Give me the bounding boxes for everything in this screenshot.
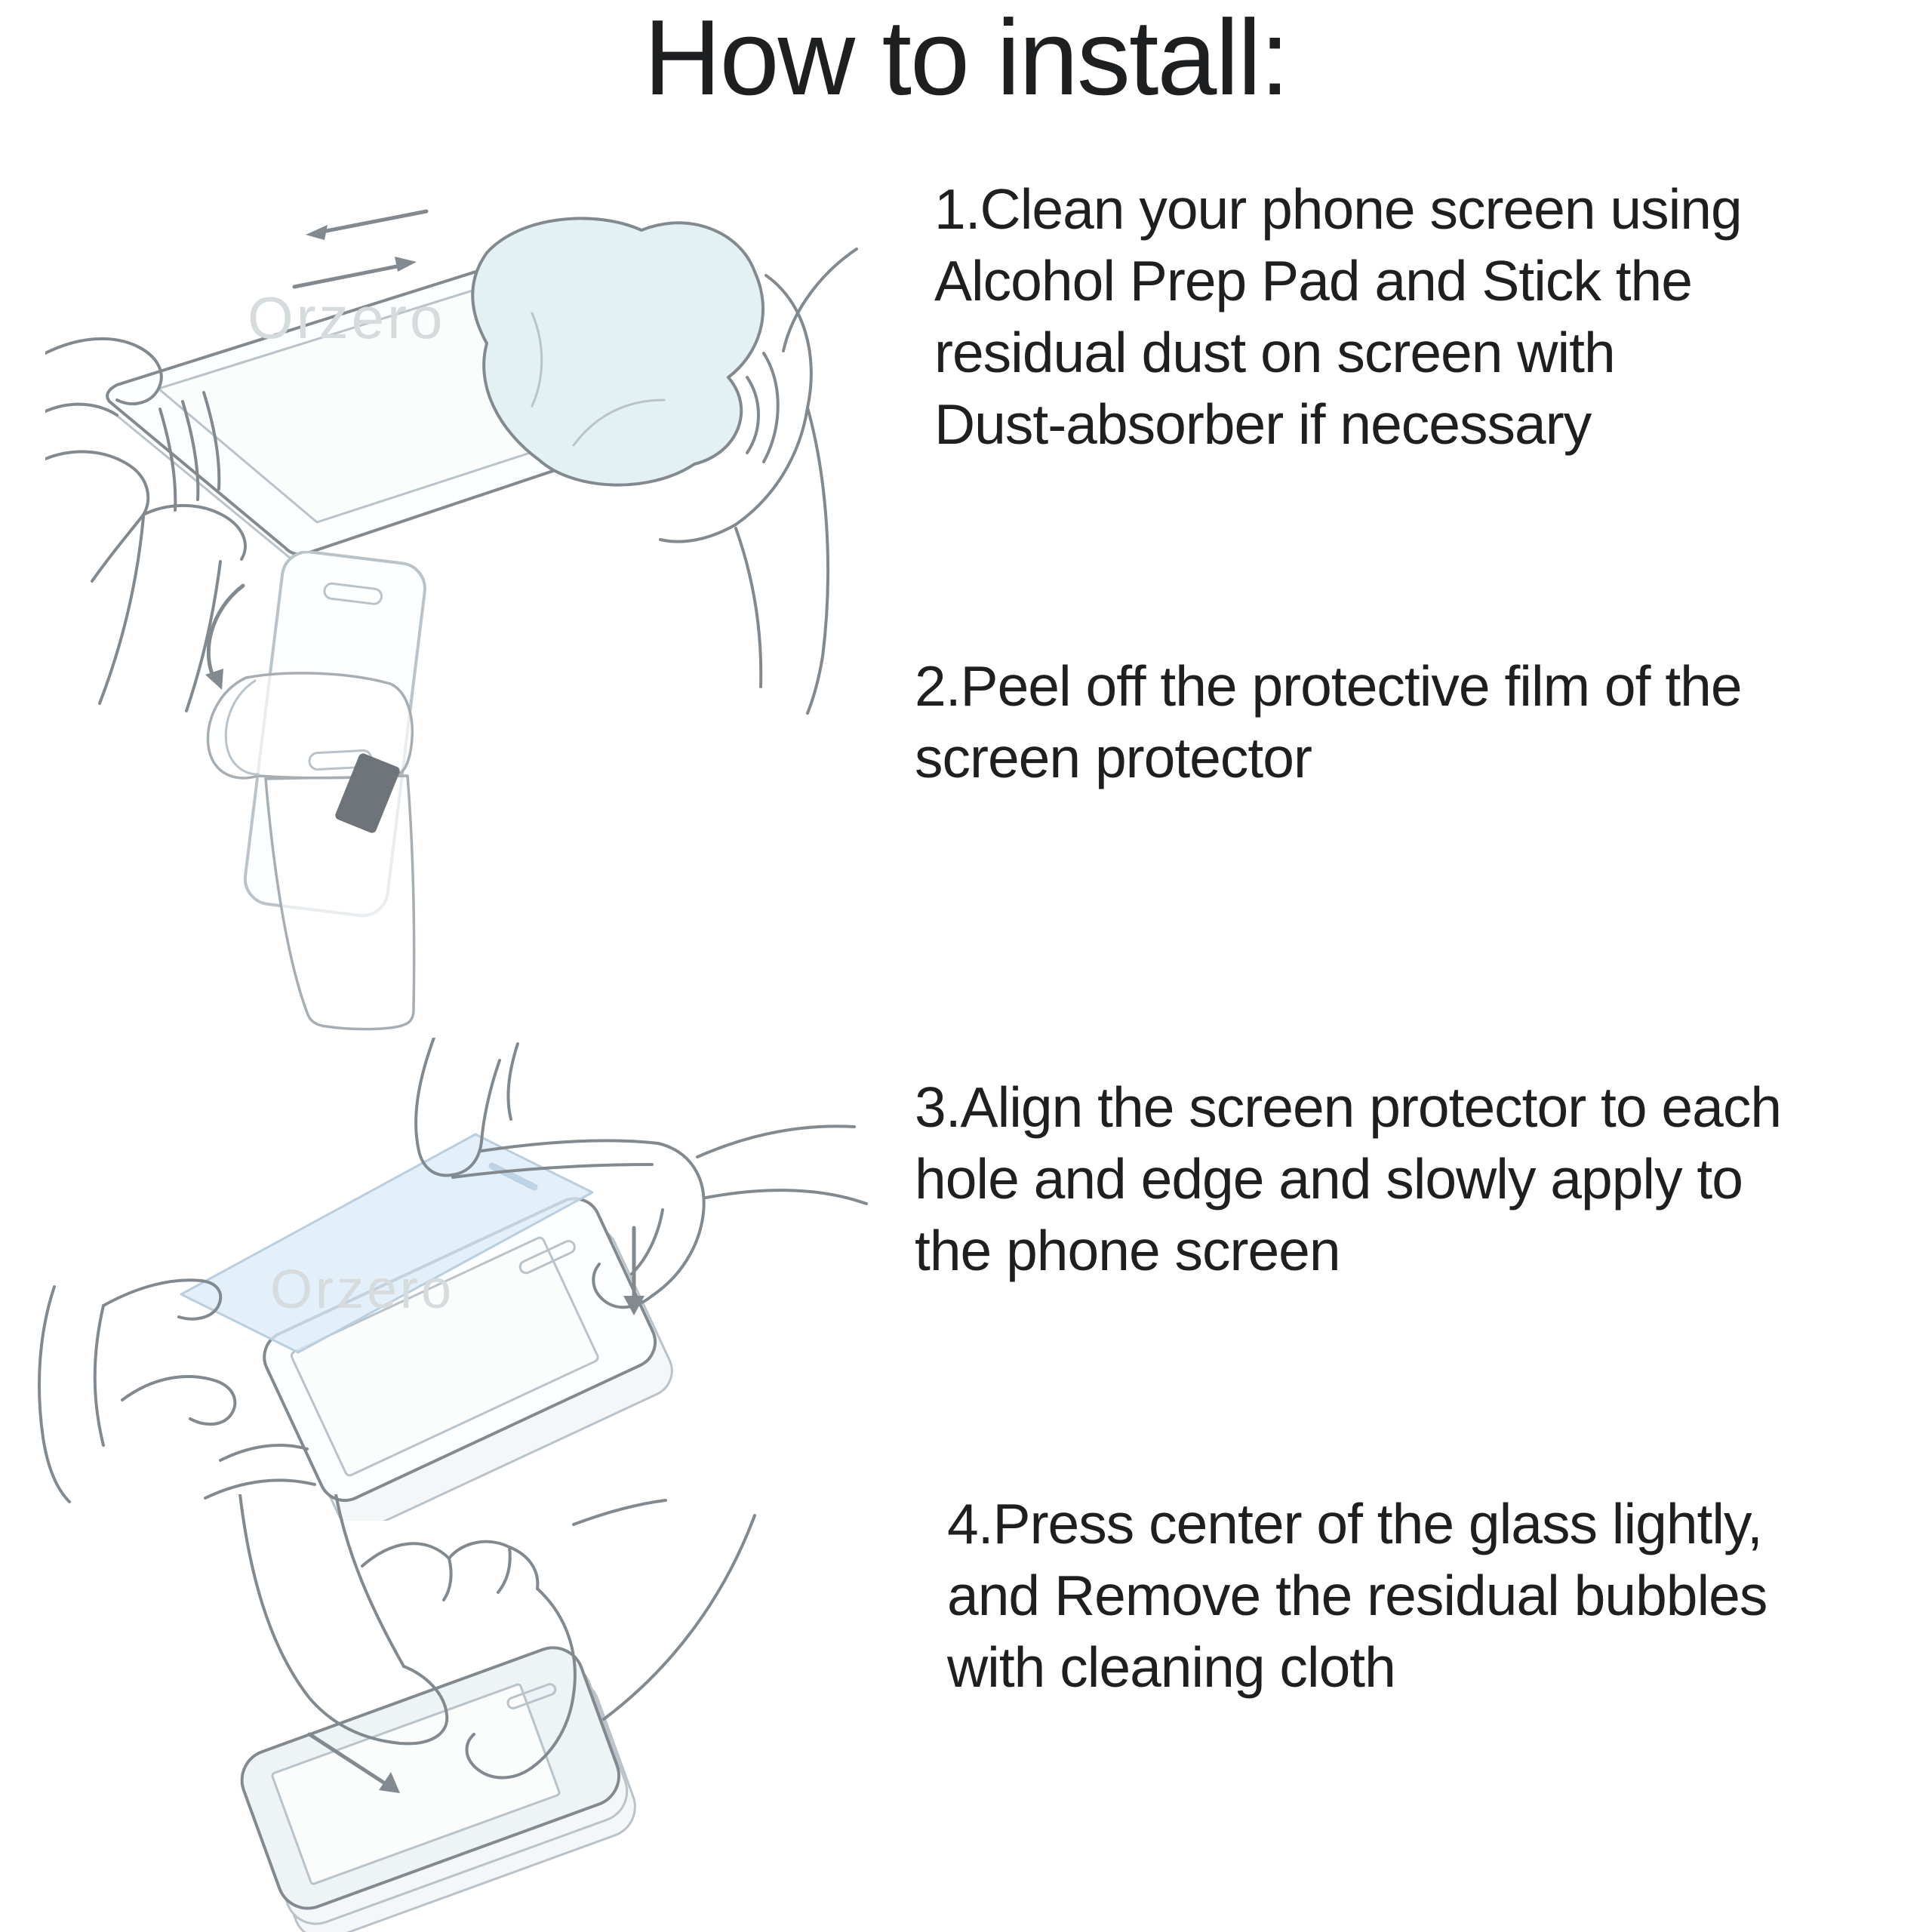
step-text-line: with cleaning cloth: [947, 1635, 1395, 1699]
step-text-line: the phone screen: [915, 1219, 1340, 1282]
illustration-step2-peel-film: [174, 551, 777, 1041]
illustration-step4-press: [75, 1494, 830, 1932]
step-text-line: hole and edge and slowly apply to: [915, 1147, 1743, 1211]
step-text-line: 1.Clean your phone screen using: [934, 177, 1742, 241]
step-1-instruction: [934, 174, 1742, 460]
watermark-text: Orzero: [248, 285, 446, 351]
step-text-line: 2.Peel off the protective film of the: [915, 654, 1742, 718]
step-text-line: 4.Press center of the glass lightly,: [947, 1492, 1762, 1555]
step-text-line: residual dust on screen with: [934, 321, 1615, 384]
watermark-text: Orzero: [270, 1260, 455, 1320]
step-text-line: screen protector: [915, 726, 1312, 789]
step-text-line: Alcohol Prep Pad and Stick the: [934, 249, 1692, 312]
step-3-instruction: [915, 1072, 1781, 1287]
flip-arrow-icon: [205, 586, 243, 690]
illustration-step3-align: [30, 1038, 898, 1521]
page-title: How to install:: [644, 0, 1288, 118]
wipe-arrows-icon: [294, 211, 426, 287]
step-text-line: Dust-absorber if necessary: [934, 392, 1592, 456]
step-text-line: and Remove the residual bubbles: [947, 1564, 1767, 1627]
step-text-line: 3.Align the screen protector to each: [915, 1075, 1782, 1139]
protective-film-curl: [208, 673, 414, 1029]
phone-illustration: [233, 1638, 643, 1932]
step-2-instruction: [915, 651, 1742, 794]
step-4-instruction: [947, 1488, 1767, 1703]
